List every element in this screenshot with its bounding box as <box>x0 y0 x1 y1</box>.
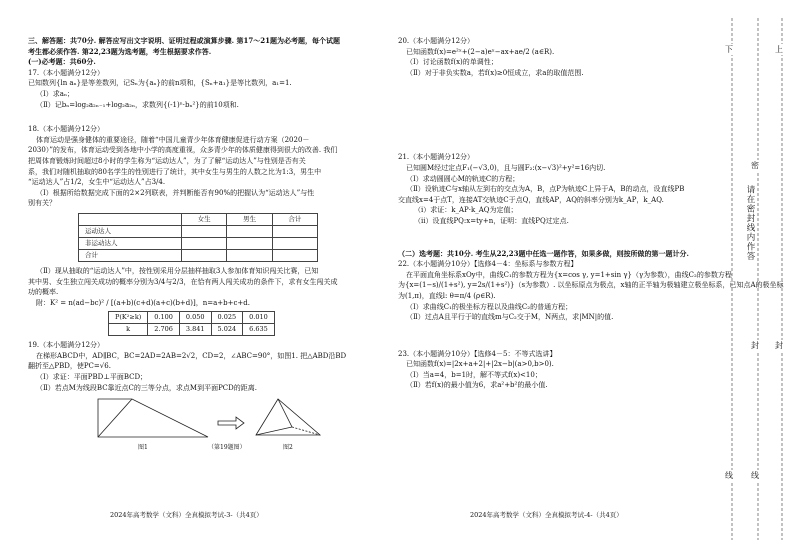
q19-figures <box>68 393 378 455</box>
q17-part2: （Ⅱ）记bₙ=log₂a₂ₙ₋₁+log₂a₂ₙ，求数列{(-1)ⁿ·bₙ²}的前10项和. <box>36 100 239 109</box>
q23-text: 已知函数f(x)=|2x+a+2|+|2x−b|(a>0,b>0). <box>406 360 554 369</box>
left-footer: 2024年高考数学（文科）全真模拟考试-3-（共4页） <box>110 511 263 519</box>
q22-part1: （Ⅰ）求曲线C₁的极坐标方程以及曲线C₂的普通方程； <box>406 302 573 311</box>
table-row: P(K²≥k) 0.100 0.050 0.025 0.010 <box>109 312 275 324</box>
q21-sub1: （ⅰ）求证：k_AP·k_AQ为定值； <box>414 206 518 215</box>
q18-part1: （Ⅰ）根据所给数据完成下面的2×2列联表，并判断能否有90%的把握认为“运动达人”与性 <box>36 188 315 197</box>
q19-text-2: 翻折至△PBD，使PC=√6. <box>28 362 111 371</box>
left-column <box>28 36 378 455</box>
q20-part1: （Ⅰ）讨论函数f(x)的单调性； <box>406 58 498 67</box>
q18-part2: （Ⅱ）现从抽取的“运动达人”中，按性别采用分层抽样抽取3人参加体育知识闯关比赛，已知 <box>36 266 319 275</box>
geometry-figure <box>68 393 328 445</box>
q17-head: 17.（本小题满分12分） <box>28 68 105 77</box>
strip-label-seal-3: 封 <box>775 341 783 350</box>
q18-part2-end: 功的概率. <box>28 288 59 297</box>
col-total: 合计 <box>272 213 317 225</box>
q18-text-3: 把周体育锻炼时间超过8小时的学生称为“运动达人”，为了了解“运动达人”与性别是否有关 <box>28 156 306 165</box>
table-row: 合计 <box>79 249 318 261</box>
q20-head: 20.（本小题满分12分） <box>398 37 475 45</box>
strip-label-top-2: 上 <box>775 45 783 54</box>
figure-caption: （第19题图） <box>208 444 246 452</box>
q21-part2: （Ⅱ）设轨迹C与x轴从左到右的交点为A，B，点P为轨迹C上异于A，B的动点，设直线PB <box>406 185 685 194</box>
q22-text-1: 在平面直角坐标系xOy中，曲线C₁的参数方程为{x=cos γ, y=1+sin γ}（γ为参数），曲线C₂的参数方程 <box>406 270 732 279</box>
q22-head: 22.（本小题满分10分）【选修4－4：坐标系与参数方程】 <box>398 260 578 269</box>
col-female: 女生 <box>182 213 227 225</box>
q17-text: 已知数列{ln aₙ}是等差数列，记Sₙ为{aₙ}的前n项和，{Sₙ+a₁}是等比数列，a₁=1. <box>28 79 292 88</box>
q21-part1: （Ⅰ）求动圆圆心M的轨迹C的方程； <box>406 174 520 183</box>
q23-head: 23.（本小题满分10分）【选修4－5：不等式选讲】 <box>398 349 557 358</box>
k2-formula: 附：K² = n(ad−bc)² / [(a+b)(c+d)(a+c)(b+d)]，n=a+b+c+d. <box>36 298 250 307</box>
q18-text-5: “运动达人”占1/2，女生中“运动达人”占3/4. <box>28 178 166 187</box>
q19-part1: （Ⅰ）求证：平面PBD⊥平面BCD； <box>36 373 148 382</box>
q19-head: 19.（本小题满分12分） <box>28 341 105 350</box>
section-heading-2: 考生都必须作答. 第22,23题为选考题，考生根据要求作答. <box>28 46 212 56</box>
section-heading: 三、解答题：共70分. 解答应写出文字说明、证明过程或演算步骤. 第17～21题为必考题，每个试题 <box>28 36 340 45</box>
col-male: 男生 <box>227 213 272 225</box>
strip-label-top: 下 <box>725 45 733 54</box>
q20-text: 已知函数f(x)=e²ˣ+(2−a)eˣ−ax+ae/2 (a∈R). <box>406 47 555 56</box>
strip-label-seal: 密 <box>751 161 759 170</box>
elective-heading: （二）选考题：共10分. 考生从22,23题中任选一题作答，如果多做，则按所做的第一题计分. <box>398 248 689 258</box>
table-row <box>79 213 318 225</box>
q21-text: 已知圆M经过定点F₁(−√3,0)，且与圆F₂:(x−√3)²+y²=16内切. <box>406 163 606 172</box>
q22-text-2: 为{x=(1−s)/(1+s²), y=2s/(1+s²)}（s为参数）. 以坐标原点为极点，x轴的正半轴为极轴建立极坐标系，已知点A的极坐标 <box>398 281 784 290</box>
table-row: k 2.706 3.841 5.024 6.635 <box>109 324 275 336</box>
critical-value-table <box>108 311 275 336</box>
strip-label-line-2: 线 <box>725 471 733 480</box>
q18-head: 18.（本小题满分12分） <box>28 125 105 134</box>
q19-text-1: 在梯形ABCD中，AD∥BC，BC=2AD=2AB=2√2，CD=2，∠ABC=90°，如图1. 把△ABD沿BD <box>36 351 347 360</box>
q20-part2: （Ⅱ）对于非负实数a，若f(x)≥0恒成立，求a的取值范围. <box>406 68 584 77</box>
q22-text-3: 为(1,π)，直线l: θ=π/4 (ρ∈R). <box>398 291 496 300</box>
q18-part1-cont: 别有关？ <box>28 199 56 208</box>
contingency-table <box>78 213 318 262</box>
table-row: 非运动达人 <box>79 237 318 249</box>
q18-text-4: 系，我们对随机抽取的80名学生的性别进行了统计，其中女生与男生的人数之比为1:3，男生中 <box>28 167 322 176</box>
q22-part2: （Ⅱ）过点A且平行于l的直线m与C₂交于M，N两点，求|MN|的值. <box>406 313 614 322</box>
figure2-label: 图2 <box>283 444 293 452</box>
q18-part2-cont: 其中男、女生独立闯关成功的概率分别为3/4与2/3，在恰有两人闯关成功的条件下，求有女生闯关成 <box>28 277 338 286</box>
right-footer: 2024年高考数学（文科）全真模拟考试-4-（共4页） <box>470 511 623 519</box>
q21-part2-cont: 交直线x=4于点T，连接AT交轨迹C于点Q，直线AP，AQ的斜率分别为k_AP，k_AQ. <box>398 195 664 204</box>
binding-strip <box>722 0 792 555</box>
seal-notice: 请在密封线内作答 <box>745 185 755 261</box>
figure1-label: 图1 <box>138 444 148 452</box>
q17-part1: （Ⅰ）求aₙ； <box>36 89 74 98</box>
table-row: 运动达人 <box>79 225 318 237</box>
q18-text-2: 2030）”的发布，体育运动受到各地中小学的高度重视，众多青少年的体质健康得到很大的改善. 我们 <box>28 146 338 155</box>
q23-part1: （Ⅰ）当a=4，b=1时，解不等式f(x)<10； <box>406 370 542 379</box>
q23-part2: （Ⅱ）若f(x)的最小值为6，求a²+b²的最小值. <box>406 381 548 390</box>
q21-sub2: （ⅱ）设直线PQ:x=ty+n，证明：直线PQ过定点. <box>414 216 569 225</box>
strip-label-seal-2: 封 <box>751 341 759 350</box>
required-heading: (一)必考题：共60分. <box>28 57 96 67</box>
q19-part2: （Ⅱ）若点M为线段BC靠近点C的三等分点，求点M到平面PCD的距离. <box>36 383 257 392</box>
strip-label-line: 线 <box>751 471 759 480</box>
q18-text-1: 体育运动是强身健体的重要途径，随着“中国儿童青少年体育健康促进行动方案（2020－ <box>36 135 310 144</box>
q21-head: 21.（本小题满分12分） <box>398 153 475 162</box>
